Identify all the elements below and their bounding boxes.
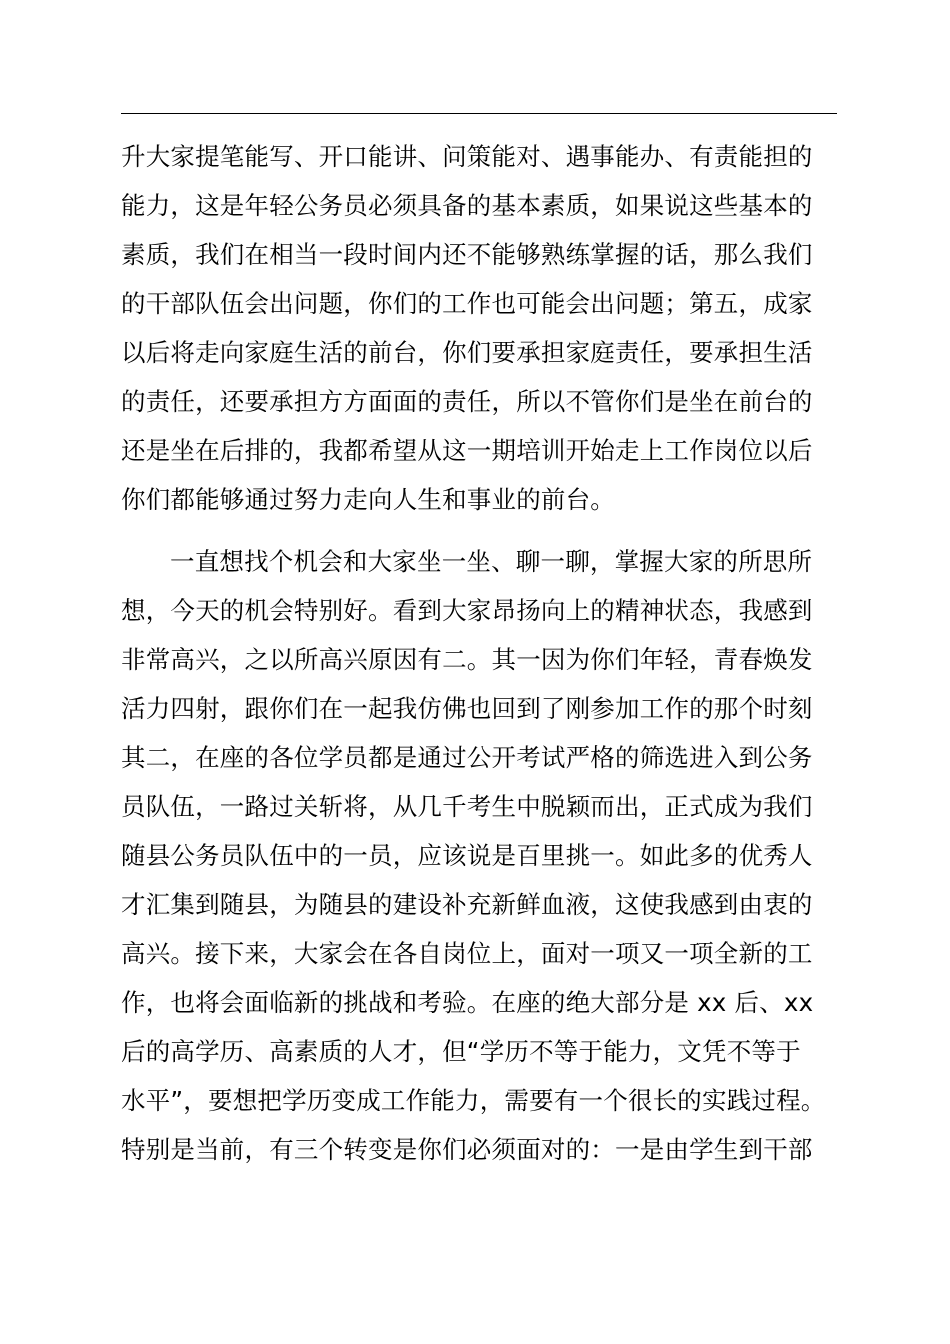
paragraph-line: 后的高学历、高素质的人才，但“学历不等于能力，文凭不等于 <box>121 1037 801 1066</box>
paragraph-line: 的干部队伍会出问题，你们的工作也可能会出问题；第五，成家 <box>121 289 813 318</box>
paragraph-line: 水平”，要想把学历变成工作能力，需要有一个很长的实践过程。 <box>121 1086 826 1115</box>
paragraph-line: 活力四射，跟你们在一起我仿佛也回到了刚参加工作的那个时刻 <box>121 694 813 723</box>
paragraph-line: 非常高兴，之以所高兴原因有二。其一因为你们年轻，青春焕发 <box>121 645 813 674</box>
paragraph-line: 想，今天的机会特别好。看到大家昂扬向上的精神状态，我感到 <box>121 596 813 625</box>
paragraph-line: 升大家提笔能写、开口能讲、问策能对、遇事能办、有责能担的 <box>121 142 813 171</box>
paragraph-line: 特别是当前，有三个转变是你们必须面对的：一是由学生到干部 <box>121 1135 813 1164</box>
header-rule <box>121 113 837 114</box>
paragraph-line: 还是坐在后排的，我都希望从这一期培训开始走上工作岗位以后 <box>121 436 813 465</box>
paragraph-line: 员队伍，一路过关斩将，从几千考生中脱颖而出，正式成为我们 <box>121 792 813 821</box>
paragraph-2 <box>121 537 845 1174</box>
document-body <box>121 132 845 1174</box>
paragraph-line: 作，也将会面临新的挑战和考验。在座的绝大部分是 xx 后、xx <box>121 988 814 1017</box>
paragraph-line: 才汇集到随县，为随县的建设补充新鲜血液，这使我感到由衷的 <box>121 890 813 919</box>
paragraph-line: 以后将走向家庭生活的前台，你们要承担家庭责任，要承担生活 <box>121 338 813 367</box>
paragraph-line: 素质，我们在相当一段时间内还不能够熟练掌握的话，那么我们 <box>121 240 813 269</box>
paragraph-line: 的责任，还要承担方方面面的责任，所以不管你们是坐在前台的 <box>121 387 813 416</box>
paragraph-line: 高兴。接下来，大家会在各自岗位上，面对一项又一项全新的工 <box>121 939 813 968</box>
paragraph-line: 能力，这是年轻公务员必须具备的基本素质，如果说这些基本的 <box>121 191 813 220</box>
paragraph-line: 一直想找个机会和大家坐一坐、聊一聊，掌握大家的所思所 <box>170 547 813 576</box>
paragraph-spacer <box>121 524 845 537</box>
paragraph-line: 其二，在座的各位学员都是通过公开考试严格的筛选进入到公务 <box>121 743 813 772</box>
paragraph-1 <box>121 132 845 524</box>
paragraph-line: 随县公务员队伍中的一员，应该说是百里挑一。如此多的优秀人 <box>121 841 813 870</box>
paragraph-line: 你们都能够通过努力走向人生和事业的前台。 <box>121 485 615 514</box>
